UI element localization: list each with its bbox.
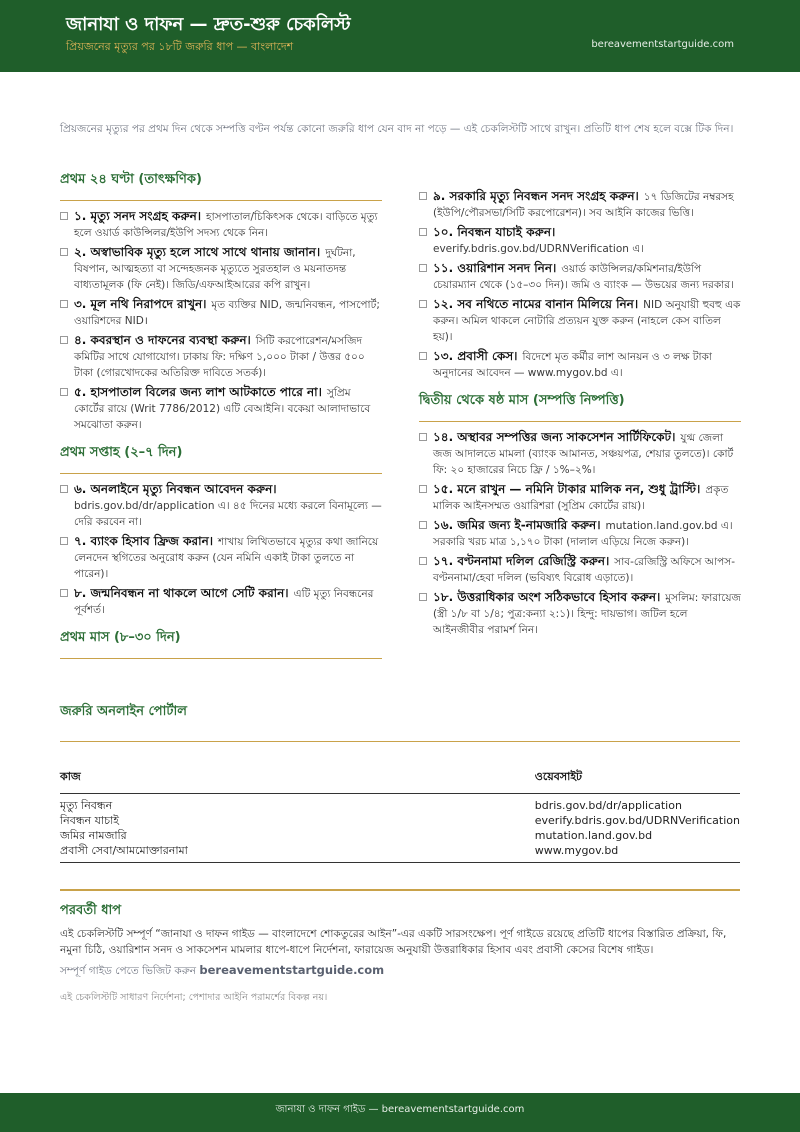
portal-task: মৃত্যু নিবন্ধন — [60, 799, 113, 812]
item-description: শাখায় লিখিতভাবে মৃত্যুর কথা জানিয়ে লেনদেন স্থগিতের অনুরোধ করুন (যেন নমিনি একাই টাকা তুলতে না পারেন)। — [74, 536, 379, 580]
checkbox-icon[interactable] — [419, 300, 427, 308]
checkbox-icon[interactable] — [419, 192, 427, 200]
checklist-item — [60, 332, 382, 381]
footer-text: জানাযা ও দাফন গাইড — bereavementstartguide.com — [275, 1104, 525, 1115]
page-header — [0, 0, 800, 72]
next-steps-title: পরবর্তী ধাপ — [60, 903, 122, 918]
checkbox-icon[interactable] — [419, 557, 427, 565]
checklist-item — [60, 384, 382, 433]
disclaimer: এই চেকলিস্টটি সাধারণ নির্দেশনা; পেশাদার আইনি পরামর্শের বিকল্প নয়। — [60, 992, 328, 1003]
table-row — [60, 794, 740, 814]
checklist-item — [60, 481, 382, 530]
checklist-item — [419, 517, 741, 550]
checkbox-icon[interactable] — [419, 264, 427, 272]
portal-task: প্রবাসী সেবা/আমমোক্তারনামা — [60, 844, 188, 857]
table-row — [60, 843, 740, 858]
intro-text: প্রিয়জনের মৃত্যুর পর প্রথম দিন থেকে সম্পত্তি বণ্টন পর্যন্ত কোনো জরুরি ধাপ যেন বাদ না পড়ে — এই চেকলিস্টটি সাথে রাখুন। প্রতিটি ধাপ শেষ হলে বক্সে টিক দিন। — [60, 123, 734, 135]
right-column — [419, 188, 741, 641]
item-description: mutation.land.gov.bd এ। সরকারি খরচ মাত্র ১,১৭০ টাকা (দালাল এড়িয়ে নিজে করুন)। — [433, 520, 733, 548]
checkbox-icon[interactable] — [419, 485, 427, 493]
item-heading: ১৭. বণ্টননামা দলিল রেজিস্ট্রি করুন। — [433, 554, 610, 568]
portal-url[interactable]: www.mygov.bd — [534, 844, 619, 857]
checklist-item — [60, 296, 382, 329]
portal-task: নিবন্ধন যাচাই — [60, 814, 119, 827]
item-heading: ২. অস্বাভাবিক মৃত্যু হলে সাথে সাথে থানায় জানান। — [74, 245, 321, 259]
item-description: everify.bdris.gov.bd/UDRNVerification এ। — [433, 243, 644, 255]
item-description: সাব-রেজিস্ট্রি অফিসে আপস-বণ্টননামা/হেবা দলিল (ভবিষ্যৎ বিরোধ এড়াতে)। — [433, 556, 736, 584]
item-description: বিদেশে মৃত কর্মীর লাশ আনয়ন ও ৩ লক্ষ টাকা অনুদানের আবেদন — www.mygov.bd এ। — [433, 351, 712, 379]
next-steps-section — [60, 901, 740, 1006]
checkbox-icon[interactable] — [60, 537, 68, 545]
item-description: সিটি করপোরেশন/মসজিদ কমিটির সাথে যোগাযোগ। ঢাকায় ফি: দক্ষিণ ১,০০০ টাকা / উত্তর ৫০০ টাকা (গোরখোদকের অতিরিক্ত দাবিতে সতর্ক)। — [74, 335, 365, 379]
portal-url[interactable]: bdris.gov.bd/dr/application — [534, 799, 682, 812]
item-heading: ১৫. মনে রাখুন — নমিনি টাকার মালিক নন, শুধু ট্রাস্টি। — [433, 482, 701, 496]
item-description: প্রকৃত মালিক আইনসম্মত ওয়ারিশরা (সুপ্রিম কোর্টের রায়)। — [433, 484, 729, 512]
portal-table-header — [60, 762, 740, 794]
checkbox-icon[interactable] — [419, 593, 427, 601]
checkbox-icon[interactable] — [60, 589, 68, 597]
checkbox-icon[interactable] — [419, 352, 427, 360]
checklist-item — [419, 260, 741, 293]
item-heading: ১১. ওয়ারিশান সনদ নিন। — [433, 261, 557, 275]
checkbox-icon[interactable] — [419, 521, 427, 529]
portal-url[interactable]: mutation.land.gov.bd — [534, 829, 653, 842]
item-description: দুর্ঘটনা, বিষপান, আত্মহত্যা বা সন্দেহজনক মৃত্যুতে সুরতহাল ও ময়নাতদন্ত বাধ্যতামূলক (ফি নেই)। জিডি/এফআইআরের কপি রাখুন। — [74, 247, 356, 291]
item-heading: ৮. জন্মনিবন্ধন না থাকলে আগে সেটি করান। — [74, 586, 289, 600]
item-heading: ১৮. উত্তরাধিকার অংশ সঠিকভাবে হিসাব করুন। — [433, 590, 661, 604]
item-heading: ১৪. অস্থাবর সম্পত্তির জন্য সাকসেশন সার্টিফিকেট। — [433, 430, 676, 444]
section-title: দ্বিতীয় থেকে ষষ্ঠ মাস (সম্পত্তি নিষ্পত্তি) — [419, 391, 741, 422]
item-description: সুপ্রিম কোর্টের রায়ে (Writ 7786/2012) এটি বেআইনি। বকেয়া আলাদাভাবে সমঝোতা করুন। — [74, 387, 371, 431]
item-heading: ৬. অনলাইনে মৃত্যু নিবন্ধন আবেদন করুন। — [74, 482, 277, 496]
section-title: প্রথম ২৪ ঘণ্টা (তাৎক্ষণিক) — [60, 170, 382, 201]
visit-link[interactable]: bereavementstartguide.com — [199, 963, 385, 977]
item-heading: ১৬. জমির জন্য ই-নামজারি করুন। — [433, 518, 601, 532]
portal-task: জমির নামজারি — [60, 829, 127, 842]
item-description: হাসপাতাল/চিকিৎসক থেকে। বাড়িতে মৃত্যু হলে ওয়ার্ড কাউন্সিলর/ইউপি সদস্য থেকে নিন। — [74, 211, 378, 239]
checkbox-icon[interactable] — [60, 388, 68, 396]
portal-header-task: কাজ — [60, 762, 535, 794]
page-subtitle: প্রিয়জনের মৃত্যুর পর ১৮টি জরুরি ধাপ — বাংলাদেশ — [66, 40, 294, 53]
item-description: ১৭ ডিজিটের নম্বরসহ (ইউপি/পৌরসভা/সিটি করপোরেশন)। সব আইনি কাজের ভিত্তি। — [433, 191, 734, 219]
section-title: প্রথম সপ্তাহ (২–৭ দিন) — [60, 443, 382, 474]
checkbox-icon[interactable] — [60, 300, 68, 308]
item-heading: ৯. সরকারি মৃত্যু নিবন্ধন সনদ সংগ্রহ করুন। — [433, 189, 639, 203]
item-heading: ১. মৃত্যু সনদ সংগ্রহ করুন। — [74, 209, 202, 223]
checklist-item — [419, 429, 741, 478]
portal-section — [60, 702, 740, 891]
checklist-item — [419, 553, 741, 586]
checkbox-icon[interactable] — [60, 485, 68, 493]
item-heading: ১০. নিবন্ধন যাচাই করুন। — [433, 225, 556, 239]
item-heading: ৩. মূল নথি নিরাপদে রাখুন। — [74, 297, 207, 311]
item-description: মুসলিম: ফারায়েজ (স্ত্রী ১/৮ বা ১/৪; পুত্র:কন্যা ২:১)। হিন্দু: দায়ভাগ। জটিল হলে আইনজীবীর পরামর্শ নিন। — [433, 592, 741, 636]
table-row — [60, 828, 740, 843]
checkbox-icon[interactable] — [60, 212, 68, 220]
checklist-item — [419, 296, 741, 345]
item-heading: ৫. হাসপাতাল বিলের জন্য লাশ আটকাতে পারে না। — [74, 385, 322, 399]
portal-header-website: ওয়েবসাইট — [535, 762, 740, 794]
section-divider — [60, 889, 740, 891]
item-description: ওয়ার্ড কাউন্সিলর/কমিশনার/ইউপি চেয়ারম্যান থেকে (১৫–৩০ দিন)। জমি ও ব্যাংক — উভয়ের জন্য দরকার। — [433, 263, 734, 291]
item-description: এটি মৃত্যু নিবন্ধনের পূর্বশর্ত। — [74, 588, 374, 616]
checklist-item — [419, 188, 741, 221]
page-title: জানাযা ও দাফন — দ্রুত-শুরু চেকলিস্ট — [66, 14, 351, 35]
checklist-item — [60, 244, 382, 293]
item-heading: ৪. কবরস্থান ও দাফনের ব্যবস্থা করুন। — [74, 333, 251, 347]
portal-title: জরুরি অনলাইন পোর্টাল — [60, 702, 740, 742]
visit-prefix: সম্পূর্ণ গাইড পেতে ভিজিট করুন — [60, 965, 197, 977]
portal-url[interactable]: everify.bdris.gov.bd/UDRNVerification — [534, 814, 740, 827]
item-description: মৃত ব্যক্তির NID, জন্মনিবন্ধন, পাসপোর্ট; ওয়ারিশদের NID। — [74, 299, 380, 327]
checklist-item — [419, 589, 741, 638]
table-bottom-rule — [60, 862, 740, 863]
checkbox-icon[interactable] — [60, 336, 68, 344]
checkbox-icon[interactable] — [419, 433, 427, 441]
checkbox-icon[interactable] — [419, 228, 427, 236]
page-footer — [0, 1093, 800, 1132]
checklist-item — [419, 348, 741, 381]
checklist-item — [60, 208, 382, 241]
table-row — [60, 813, 740, 828]
item-heading: ১৩. প্রবাসী কেস। — [433, 349, 518, 363]
item-description: NID অনুযায়ী হুবহু এক করুন। অমিল থাকলে নোটারি প্রত্যয়ন যুক্ত করুন (নাহলে কেস বাতিল হয়)। — [433, 299, 741, 343]
left-column — [60, 170, 382, 666]
checklist-item — [419, 224, 741, 257]
visit-line — [60, 963, 740, 981]
header-site-link[interactable]: bereavementstartguide.com — [591, 39, 734, 50]
checkbox-icon[interactable] — [60, 248, 68, 256]
item-heading: ৭. ব্যাংক হিসাব ফ্রিজ করান। — [74, 534, 214, 548]
item-heading: ১২. সব নথিতে নামের বানান মিলিয়ে নিন। — [433, 297, 639, 311]
checklist-item — [419, 481, 741, 514]
item-description: bdris.gov.bd/dr/application এ। ৪৫ দিনের মধ্যে করলে বিনামূল্যে — দেরি করবেন না। — [74, 500, 382, 528]
portal-table — [60, 762, 740, 858]
section-title: প্রথম মাস (৮–৩০ দিন) — [60, 628, 382, 659]
next-steps-text: এই চেকলিস্টটি সম্পূর্ণ “জানাযা ও দাফন গাইড — বাংলাদেশে শোকতুরের আইন”-এর একটি সারসংক্ষেপ। পূর্ণ গাইডে রয়েছে প্রতিটি ধাপের বিস্তারিত প্রক্রিয়া, ফি, নমুনা চিঠি, ওয়ারিশান সনদ ও সাকসেশন মামলার ধাপে-ধাপে নির্দেশনা, ফারায়েজ অনুযায়ী উত্তরাধিকার হিসাব এবং প্রবাসী কেসের বিশেষ গাইড। — [60, 928, 727, 956]
checklist-item — [60, 585, 382, 618]
checklist-item — [60, 533, 382, 582]
item-description: যুগ্ম জেলা জজ আদালতে মামলা (ব্যাংক আমানত, সঞ্চয়পত্র, শেয়ার তুলতে)। কোর্ট ফি: ২০ হাজারের নিচে ফ্রি / ১%–২%। — [433, 432, 734, 476]
